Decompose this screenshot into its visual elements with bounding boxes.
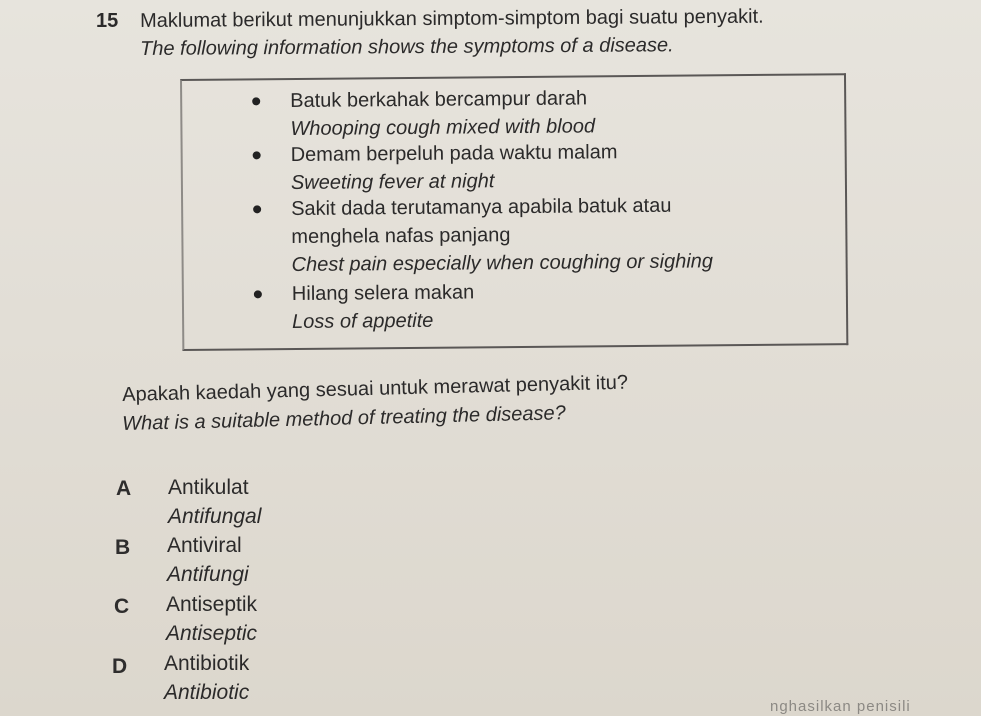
question-stem-english: The following information shows the symptoms of a disease.: [140, 34, 674, 60]
symptom-english: Chest pain especially when coughing or sighing: [291, 250, 714, 277]
option-malay: Antikulat: [168, 476, 249, 499]
option-malay: Antibiotik: [164, 652, 250, 675]
option-english: Antiseptic: [166, 622, 258, 645]
symptom-box: [180, 73, 848, 351]
symptom-item: [183, 139, 823, 195]
symptom-item: [184, 278, 824, 334]
option-letter: A: [116, 477, 132, 500]
symptom-item: [182, 85, 822, 141]
option-english: Antibiotic: [164, 681, 250, 704]
bullet-icon: [252, 97, 260, 105]
option-english: Antifungi: [167, 563, 249, 586]
cutoff-footer-text: nghasilkan penisili: [770, 698, 911, 715]
symptom-malay: Hilang selera makan: [291, 281, 475, 306]
symptom-english: Whooping cough mixed with blood: [290, 115, 596, 141]
symptom-english: Sweeting fever at night: [290, 170, 495, 195]
option-malay: Antiseptik: [166, 593, 258, 616]
bullet-icon: [253, 205, 261, 213]
prompt-malay: Apakah kaedah yang sesuai untuk merawat penyakit itu?: [122, 371, 629, 406]
option-letter: D: [112, 655, 128, 678]
symptom-item: [183, 193, 823, 277]
symptom-malay-continued: menghela nafas panjang: [291, 224, 511, 249]
option-english: Antifungal: [168, 505, 262, 528]
bullet-icon: [254, 290, 262, 298]
question-number: 15: [96, 10, 119, 32]
option-letter: C: [114, 595, 130, 618]
option-malay: Antiviral: [167, 534, 242, 557]
option-letter: B: [115, 536, 131, 559]
symptom-malay: Sakit dada terutamanya apabila batuk atau: [291, 194, 672, 221]
bullet-icon: [253, 151, 261, 159]
question-stem-malay: Maklumat berikut menunjukkan simptom-simptom bagi suatu penyakit.: [140, 5, 764, 32]
symptom-malay: Batuk berkahak bercampur darah: [290, 87, 588, 113]
prompt-english: What is a suitable method of treating the disease?: [122, 402, 566, 435]
symptom-malay: Demam berpeluh pada waktu malam: [290, 141, 618, 167]
symptom-english: Loss of appetite: [292, 309, 434, 334]
